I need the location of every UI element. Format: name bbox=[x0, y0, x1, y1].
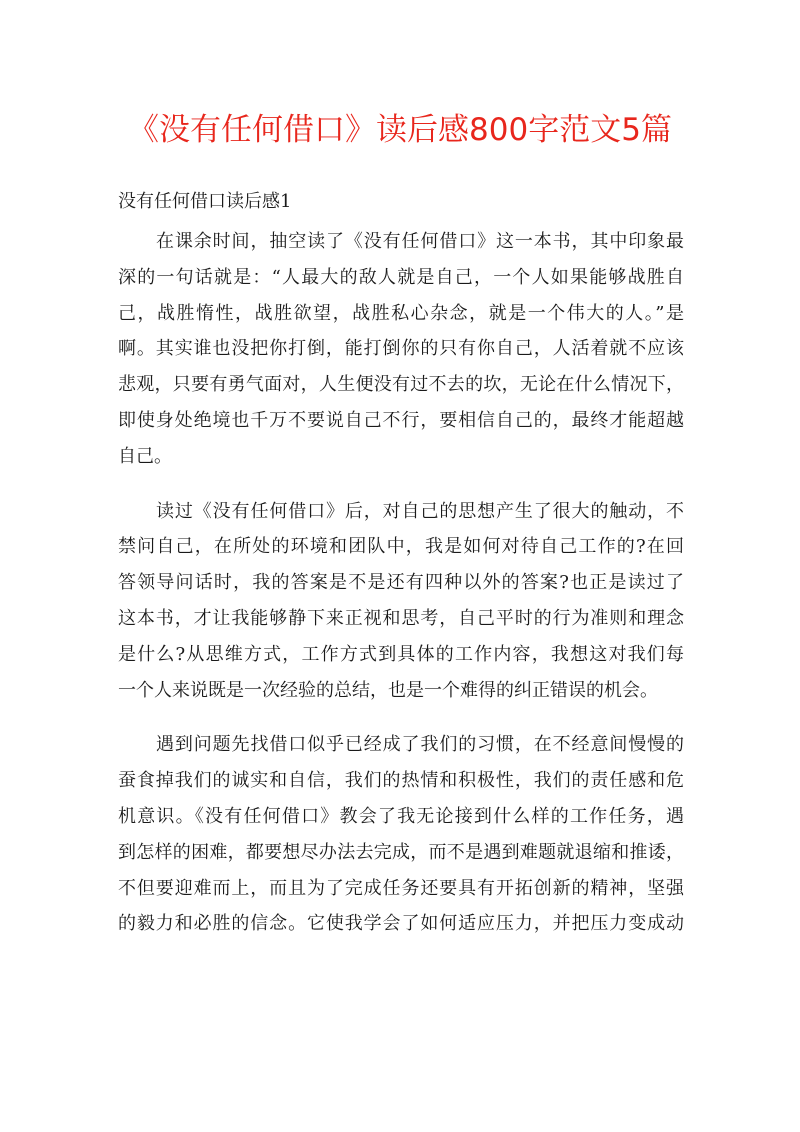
paragraph-line: 读过《没有任何借口》后，对自己的思想产生了很大的触动，不 bbox=[156, 500, 684, 522]
paragraph-line: 啊。其实谁也没把你打倒，能打倒你的只有你自己，人活着就不应该 bbox=[118, 338, 684, 360]
section-heading: 没有任何借口读后感1 bbox=[118, 191, 292, 212]
paragraph-1 bbox=[118, 224, 684, 475]
paragraph-line: 禁问自己，在所处的环境和团队中，我是如何对待自己工作的?在回 bbox=[118, 536, 684, 558]
paragraph-line: 这本书，才让我能够静下来正视和思考，自己平时的行为准则和理念 bbox=[118, 607, 684, 629]
body-text bbox=[118, 224, 684, 961]
paragraph-line: 即使身处绝境也千万不要说自己不行，要相信自己的，最终才能超越 bbox=[118, 409, 684, 431]
paragraph-line: 到怎样的困难，都要想尽办法去完成，而不是遇到难题就退缩和推诿， bbox=[118, 841, 684, 863]
paragraph-line: 悲观，只要有勇气面对，人生便没有过不去的坎，无论在什么情况下， bbox=[118, 374, 684, 396]
paragraph-line: 己，战胜惰性，战胜欲望，战胜私心杂念，就是一个伟大的人。”是 bbox=[118, 302, 684, 324]
paragraph-line: 机意识。《没有任何借口》教会了我无论接到什么样的工作任务，遇 bbox=[118, 805, 684, 827]
paragraph-line: 答领导问话时，我的答案是不是还有四种以外的答案?也正是读过了 bbox=[118, 572, 684, 594]
paragraph-2 bbox=[118, 494, 684, 709]
paragraph-line: 一个人来说既是一次经验的总结，也是一个难得的纠正错误的机会。 bbox=[118, 679, 658, 701]
document-title: 《没有任何借口》读后感800字范文5篇 bbox=[128, 112, 672, 148]
paragraph-line: 深的一句话就是：“人最大的敌人就是自己，一个人如果能够战胜自 bbox=[118, 266, 684, 288]
paragraph-line: 自己。 bbox=[118, 445, 172, 467]
paragraph-line: 的毅力和必胜的信念。它使我学会了如何适应压力，并把压力变成动 bbox=[118, 913, 684, 935]
paragraph-line: 不但要迎难而上，而且为了完成任务还要具有开拓创新的精神，坚强 bbox=[118, 877, 684, 899]
paragraph-line: 是什么?从思维方式，工作方式到具体的工作内容，我想这对我们每 bbox=[118, 643, 684, 665]
paragraph-line: 蚕食掉我们的诚实和自信，我们的热情和积极性，我们的责任感和危 bbox=[118, 770, 684, 792]
paragraph-3 bbox=[118, 727, 684, 942]
paragraph-line: 在课余时间，抽空读了《没有任何借口》这一本书，其中印象最 bbox=[156, 231, 684, 252]
paragraph-line: 遇到问题先找借口似乎已经成了我们的习惯，在不经意间慢慢的 bbox=[156, 734, 684, 756]
